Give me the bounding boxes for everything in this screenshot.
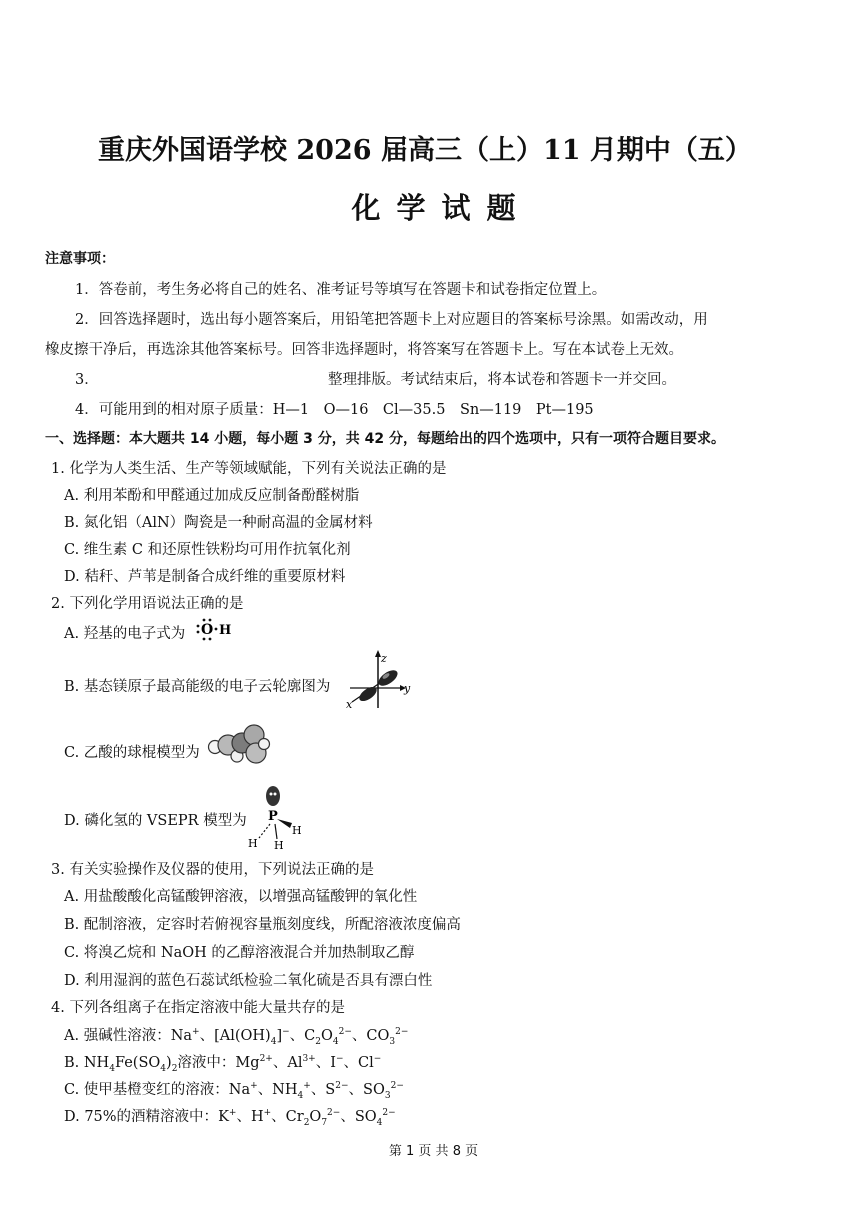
q3-option-d: D. 利用湿润的蓝色石蕊试纸检验二氧化硫是否具有漂白性 — [64, 973, 433, 989]
exam-subject: 化学试题 — [351, 191, 532, 225]
hydroxyl-electron-formula — [192, 616, 232, 642]
hydrogen-atom-bottom: H — [274, 839, 284, 849]
axis-y-label: y — [404, 682, 411, 695]
hydrogen-atom-left: H — [248, 837, 258, 849]
q4-option-a: A. 强碱性溶液：Na+、$[Al(OH)_4]^-$、$C_2O_4^{2-}$、$CO_3^{2-}$ — [64, 1027, 409, 1047]
q1-stem: 1. 化学为人类生活、生产等领域赋能，下列有关说法正确的是 — [51, 461, 447, 477]
q4-option-b: B. $NH_4Fe(SO_4)_2$溶液中：$Mg^{2+}$、$Al^{3+}$、I−、Cl− — [64, 1054, 382, 1074]
exam-title: 重庆外国语学校 2026 届高三（上）11 月期中（五） — [98, 135, 752, 166]
oxygen-symbol: O — [201, 622, 214, 638]
q1-option-a: A. 利用苯酚和甲醛通过加成反应制备酚醛树脂 — [64, 488, 360, 504]
note-3-number: 3． — [75, 372, 99, 388]
page-number: 第 1 页 共 8 页 — [388, 1144, 479, 1159]
axis-x-label: x — [346, 698, 353, 710]
phosphorus-atom: P — [268, 809, 278, 824]
note-4: 4．可能用到的相对原子质量：H—1 O—16 Cl—35.5 Sn—119 Pt—195 — [75, 402, 594, 418]
note-2-cont: 橡皮擦干净后，再选涂其他答案标号。回答非选择题时，将答案写在答题卡上。写在本试卷上无效。 — [45, 342, 683, 358]
q2-stem: 2. 下列化学用语说法正确的是 — [51, 596, 244, 612]
acetic-acid-model — [204, 722, 274, 772]
q2-option-c: C. 乙酸的球棍模型为 — [64, 745, 200, 761]
ball-stick-model-icon — [204, 722, 274, 772]
notes-heading: 注意事项： — [45, 251, 115, 267]
q1-option-d: D. 秸秆、芦苇是制备合成纤维的重要原材料 — [64, 569, 346, 585]
q4-stem: 4. 下列各组离子在指定溶液中能大量共存的是 — [51, 1000, 345, 1016]
note-2: 2．回答选择题时，选出每小题答案后，用铅笔把答题卡上对应题目的答案标号涂黑。如需改动，用 — [75, 312, 708, 328]
section-heading: 一、选择题：本大题共 14 小题，每小题 3 分，共 42 分，每题给出的四个选项中，只有一项符合题目要求。 — [45, 431, 725, 447]
hydrogen-atom-right: H — [292, 824, 302, 837]
q4-a-label: A. 强碱性溶液： — [64, 1028, 171, 1044]
q1-option-c: C. 维生素 C 和还原性铁粉均可用作抗氧化剂 — [64, 542, 351, 558]
q3-option-b: B. 配制溶液，定容时若俯视容量瓶刻度线，所配溶液浓度偏高 — [64, 917, 461, 933]
p-orbital-diagram — [340, 648, 420, 710]
q2-option-b: B. 基态镁原子最高能级的电子云轮廓图为 — [64, 679, 331, 695]
vsepr-model-icon — [246, 783, 308, 849]
electron-dot-diagram — [192, 616, 232, 642]
q2-option-d: D. 磷化氢的 VSEPR 模型为 — [64, 813, 247, 829]
hydrogen-symbol: H — [219, 623, 232, 638]
p-orbital-icon — [340, 648, 420, 710]
axis-z-label: z — [381, 652, 387, 665]
phosphine-vsepr-model — [246, 783, 308, 849]
note-1: 1．答卷前，考生务必将自己的姓名、准考证号等填写在答题卡和试卷指定位置上。 — [75, 282, 607, 298]
q4-option-d: D. 75%的酒精溶液中：K+、H+、$Cr_2O_7^{2-}$、$SO_4^{2-}$ — [64, 1108, 396, 1128]
q3-stem: 3. 有关实验操作及仪器的使用，下列说法正确的是 — [51, 862, 374, 878]
q3-option-c: C. 将溴乙烷和 NaOH 的乙醇溶液混合并加热制取乙醇 — [64, 945, 415, 961]
q2-option-a: A. 羟基的电子式为 — [64, 626, 186, 642]
note-3-text: 整理排版。考试结束后，将本试卷和答题卡一并交回。 — [328, 372, 676, 388]
q4-option-c: C. 使甲基橙变红的溶液：Na+、$NH_4^+$、$S^{2-}$、$SO_3^{2-}$ — [64, 1081, 404, 1101]
q1-option-b: B. 氮化铝（AlN）陶瓷是一种耐高温的金属材料 — [64, 515, 373, 531]
q3-option-a: A. 用盐酸酸化高锰酸钾溶液，以增强高锰酸钾的氧化性 — [64, 889, 418, 905]
